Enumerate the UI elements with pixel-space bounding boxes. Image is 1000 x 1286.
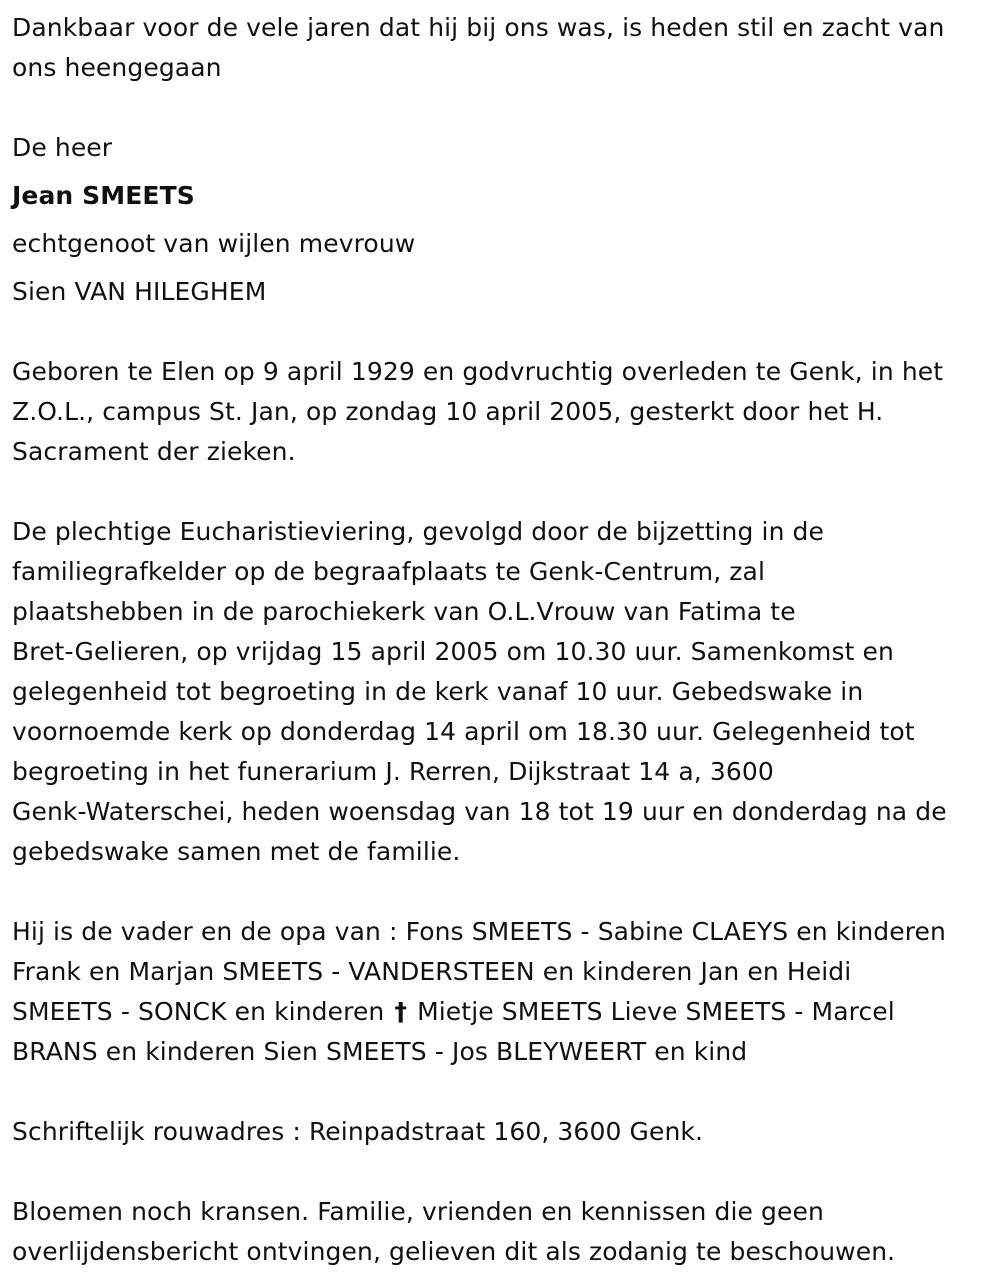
paragraph-gap: [12, 312, 988, 352]
family-line: BRANS en kinderen Sien SMEETS - Jos BLEYWEERT en kind: [12, 1037, 748, 1066]
ceremony-line: De plechtige Eucharistieviering, gevolgd door de bijzetting in de: [12, 517, 825, 546]
person-block: [12, 128, 988, 312]
flowers-paragraph: [12, 1192, 988, 1272]
family-paragraph: [12, 912, 988, 1072]
ceremony-line: begroeting in het funerarium J. Rerren, Dijkstraat 14 a, 3600: [12, 757, 774, 786]
paragraph-gap: [12, 1072, 988, 1112]
relation-text: echtgenoot van wijlen mevrouw: [12, 229, 416, 258]
family-line: Hij is de vader en de opa van : Fons SMEETS - Sabine CLAEYS en kinderen: [12, 917, 946, 946]
address-paragraph: [12, 1112, 988, 1152]
paragraph-gap: [12, 472, 988, 512]
deceased-name: Jean SMEETS: [12, 181, 195, 210]
paragraph-gap: [12, 88, 988, 128]
flowers-line: overlijdensbericht ontvingen, gelieven dit als zodanig te beschouwen.: [12, 1237, 896, 1266]
paragraph-gap: [12, 872, 988, 912]
family-line: [12, 992, 988, 1032]
birth-death-paragraph: [12, 352, 988, 472]
intro-paragraph: [12, 8, 988, 88]
birth-death-line: Sacrament der zieken.: [12, 437, 296, 466]
mourning-address: Schriftelijk rouwadres : Reinpadstraat 160, 3600 Genk.: [12, 1117, 704, 1146]
family-text: SMEETS - SONCK en kinderen: [12, 997, 385, 1026]
intro-line: ons heengegaan: [12, 53, 222, 82]
ceremony-line: Bret-Gelieren, op vrijdag 15 april 2005 om 10.30 uur. Samenkomst en: [12, 637, 894, 666]
ceremony-line: Genk-Waterschei, heden woensdag van 18 tot 19 uur en donderdag na de: [12, 797, 947, 826]
intro-line: Dankbaar voor de vele jaren dat hij bij ons was, is heden stil en zacht van: [12, 13, 945, 42]
ceremony-line: plaatshebben in de parochiekerk van O.L.Vrouw van Fatima te: [12, 597, 796, 626]
family-line: Frank en Marjan SMEETS - VANDERSTEEN en kinderen Jan en Heidi: [12, 957, 852, 986]
ceremony-line: gelegenheid tot begroeting in de kerk vanaf 10 uur. Gebedswake in: [12, 677, 864, 706]
ceremony-line: voornoemde kerk op donderdag 14 april om 18.30 uur. Gelegenheid tot: [12, 717, 915, 746]
paragraph-gap: [12, 1152, 988, 1192]
salutation: De heer: [12, 133, 113, 162]
flowers-line: Bloemen noch kransen. Familie, vrienden en kennissen die geen: [12, 1197, 824, 1226]
birth-death-line: Z.O.L., campus St. Jan, op zondag 10 april 2005, gesterkt door het H.: [12, 397, 884, 426]
family-text: Mietje SMEETS Lieve SMEETS - Marcel: [417, 997, 895, 1026]
birth-death-line: Geboren te Elen op 9 april 1929 en godvruchtig overleden te Genk, in het: [12, 357, 944, 386]
spouse-name: Sien VAN HILEGHEM: [12, 277, 267, 306]
cross-icon: †: [394, 997, 408, 1026]
ceremony-line: gebedswake samen met de familie.: [12, 837, 461, 866]
ceremony-line: familiegrafkelder op de begraafplaats te Genk-Centrum, zal: [12, 557, 765, 586]
ceremony-paragraph: [12, 512, 988, 872]
